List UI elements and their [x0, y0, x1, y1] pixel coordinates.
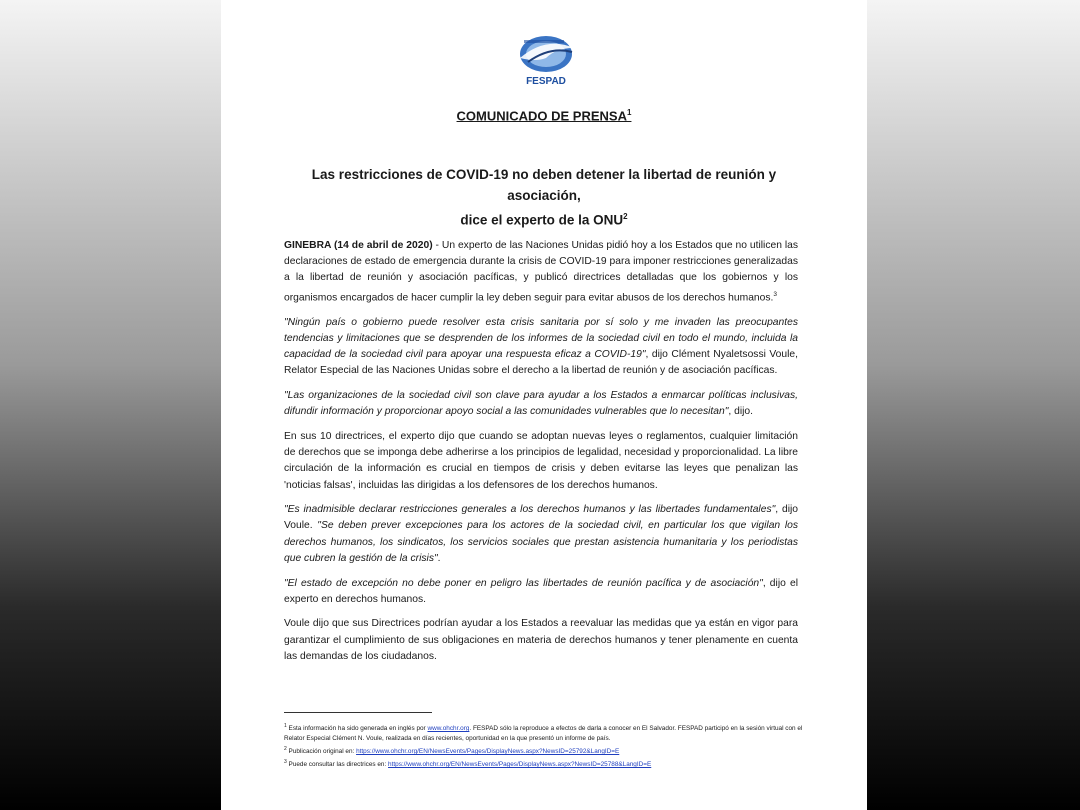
paragraph-4: En sus 10 directrices, el experto dijo que cuando se adoptan nuevas leyes o reglamentos, cualquier limitación de derechos que se imponga debe adherirse a los principios de legalidad, necesidad y proporcionalidad. La libre circulación de la información es crucial en tiempos de crisis y deben evitarse las leyes que penalizan las 'noticias falsas', incluidas las dirigidas a los defensores de los derechos humanos. [284, 430, 798, 491]
logo-text: FESPAD [526, 76, 566, 87]
headline: Las restricciones de COVID-19 no deben detener la libertad de reunión y asociación, dice el experto de la ONU$^2$ [311, 167, 777, 228]
headline-line-2: dice el experto de la ONU [460, 212, 624, 228]
paragraph-6: "El estado de excepción no debe poner en peligro las libertades de reunión pacífica y de asociación", dijo el experto en derechos humanos. [284, 577, 798, 605]
footnote-divider [284, 712, 432, 713]
footnote-link-original[interactable]: https://www.ohchr.org/EN/NewsEvents/Pages/DisplayNews.aspx?NewsID=25792&LangID=E [356, 748, 620, 756]
footnote-1: $^1$ Esta información ha sido generada en inglés por www.ohchr.org. FESPAD sólo la reproduce a efectos de darla a conocer en El Salvador. FESPAD participó en la sesión virtual con el Relator Especial Clément N. Voule, realizada en días recientes, oportunidad en la que presentó un informe de país. [284, 723, 803, 743]
paragraph-7: Voule dijo que sus Directrices podrían ayudar a los Estados a reevaluar las medidas que ya están en vigor para garantizar el cumplimiento de sus obligaciones en materia de derechos humanos y tener plenamente en cuenta las demandas de los ciudadanos. [284, 618, 798, 662]
footnote-link-guidelines[interactable]: https://www.ohchr.org/EN/NewsEvents/Pages/DisplayNews.aspx?NewsID=25788&LangID=E [388, 761, 652, 769]
headline-line-1: Las restricciones de COVID-19 no deben detener la libertad de reunión y asociación, [311, 167, 777, 203]
article-body [284, 238, 798, 674]
paragraph-1: GINEBRA (14 de abril de 2020) - Un experto de las Naciones Unidas pidió hoy a los Estados que no utilicen las declaraciones de estado de emergencia durante la crisis de COVID-19 para imponer restricciones generalizadas a la libertad de reunión y asociación pacíficas, y publicó directrices detalladas que los gobiernos y los organismos encargados de hacer cumplir la ley deben seguir para evitar abusos de los derechos humanos.$^3$ [284, 240, 798, 304]
document-title: COMUNICADO DE PRENSA$^1$ [456, 108, 632, 124]
paragraph-5: "Es inadmisible declarar restricciones generales a los derechos humanos y las libertades fundamentales", dijo Voule. "Se deben prever excepciones para los actores de la sociedad civil, en particular los que vigilan los derechos humanos, los sindicatos, los servicios sociales que prestan asistencia humanitaria y los periodistas que cubren la gestión de la crisis". [284, 504, 798, 564]
footnote-3: $^3$ Puede consultar las directrices en: https://www.ohchr.org/EN/NewsEvents/Pages/DisplayNews.aspx?NewsID=25788&LangID=E [284, 759, 652, 769]
footnotes [284, 721, 804, 770]
document-page [221, 0, 867, 810]
footnote-2: $^2$ Publicación original en: https://www.ohchr.org/EN/NewsEvents/Pages/DisplayNews.aspx?NewsID=25792&LangID=E [284, 746, 620, 756]
paragraph-3: "Las organizaciones de la sociedad civil son clave para ayudar a los Estados a enmarcar políticas inclusivas, difundir información y proporcionar apoyo social a las comunidades vulnerables que lo necesitan", dijo. [284, 390, 798, 418]
fespad-logo [506, 32, 586, 88]
paragraph-2: "Ningún país o gobierno puede resolver esta crisis sanitaria por sí solo y me invaden las preocupantes tendencias y limitaciones que se desprenden de los informes de la sociedad civil en todo el mundo, incluida la capacidad de la sociedad civil para apoyar una respuesta eficaz a COVID-19", dijo Clément Nyaletsossi Voule, Relator Especial de las Naciones Unidas sobre el derecho a la libertad de reunión y de asociación pacíficas. [284, 316, 799, 377]
footnote-link-ohchr[interactable]: www.ohchr.org [427, 725, 470, 733]
